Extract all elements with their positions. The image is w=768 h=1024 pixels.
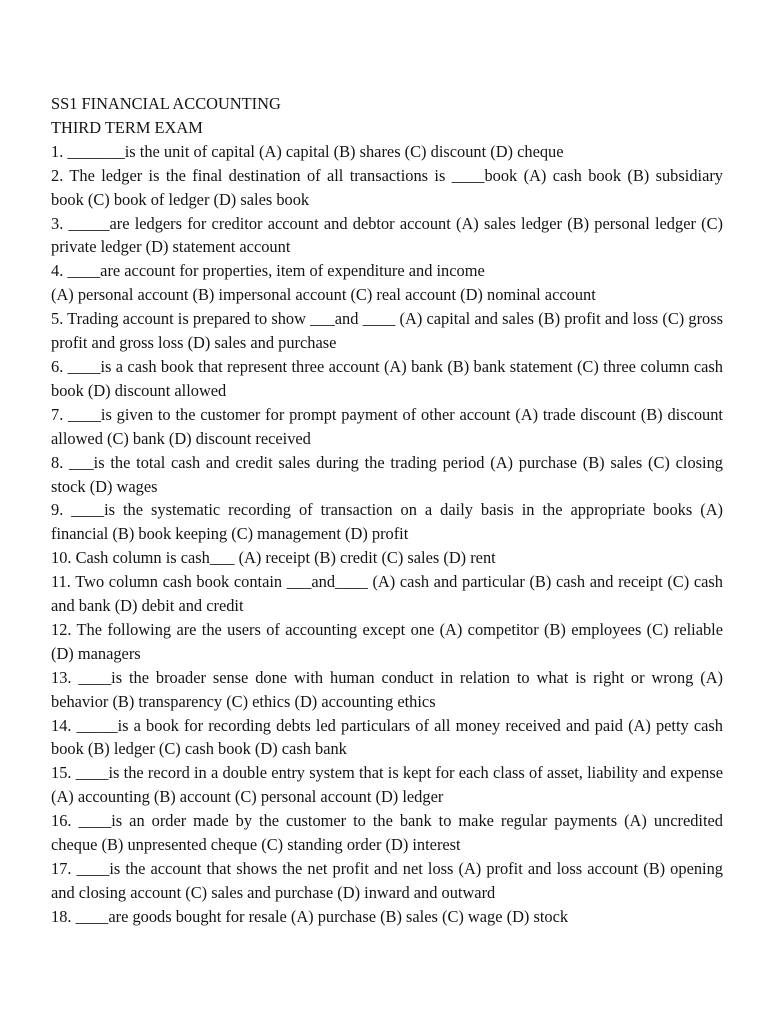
question-4: 4. ____are account for properties, item of expenditure and income [51, 261, 485, 281]
question-1: 1. _______is the unit of capital (A) capital (B) shares (C) discount (D) cheque [51, 141, 564, 161]
question-11: 11. Two column cash book contain ___and____ (A) cash and particular (B) cash and receipt (C) cash and bank (D) debit and credit [51, 572, 723, 616]
question-5: 5. Trading account is prepared to show ___and ____ (A) capital and sales (B) profit and loss (C) gross profit and gross loss (D) sales and purchase [51, 309, 723, 353]
question-12: 12. The following are the users of accounting except one (A) competitor (B) employees (C) reliable (D) managers [51, 619, 723, 663]
question-16: 16. ____is an order made by the customer to the bank to make regular payments (A) uncredited cheque (B) unpresented cheque (C) standing order (D) interest [51, 811, 723, 855]
question-4-options: (A) personal account (B) impersonal account (C) real account (D) nominal account [51, 285, 596, 305]
question-2: 2. The ledger is the final destination of all transactions is ____book (A) cash book (B) subsidiary book (C) book of ledger (D) sales book [51, 165, 723, 209]
question-9: 9. ____is the systematic recording of transaction on a daily basis in the appropriate books (A) financial (B) book keeping (C) management (D) profit [51, 500, 723, 544]
question-10: 10. Cash column is cash___ (A) receipt (B) credit (C) sales (D) rent [51, 548, 496, 568]
question-8: 8. ___is the total cash and credit sales during the trading period (A) purchase (B) sales (C) closing stock (D) wages [51, 452, 723, 496]
exam-document [51, 92, 723, 929]
question-15: 15. ____is the record in a double entry system that is kept for each class of asset, liability and expense (A) accounting (B) account (C) personal account (D) ledger [51, 763, 723, 807]
course-title: SS1 FINANCIAL ACCOUNTING [51, 94, 281, 113]
exam-title: THIRD TERM EXAM [51, 117, 203, 137]
question-7: 7. ____is given to the customer for prompt payment of other account (A) trade discount (B) discount allowed (C) bank (D) discount received [51, 404, 723, 448]
question-17: 17. ____is the account that shows the net profit and net loss (A) profit and loss account (B) opening and closing account (C) sales and purchase (D) inward and outward [51, 859, 723, 902]
question-3: 3. _____are ledgers for creditor account and debtor account (A) sales ledger (B) personal ledger (C) private ledger (D) statement account [51, 213, 723, 257]
question-13: 13. ____is the broader sense done with human conduct in relation to what is right or wrong (A) behavior (B) transparency (C) ethics (D) accounting ethics [51, 667, 723, 711]
question-14: 14. _____is a book for recording debts led particulars of all money received and paid (A) petty cash book (B) ledger (C) cash book (D) cash bank [51, 715, 723, 759]
question-18: 18. ____are goods bought for resale (A) purchase (B) sales (C) wage (D) stock [51, 906, 569, 926]
question-6: 6. ____is a cash book that represent three account (A) bank (B) bank statement (C) three column cash book (D) discount allowed [51, 356, 723, 400]
